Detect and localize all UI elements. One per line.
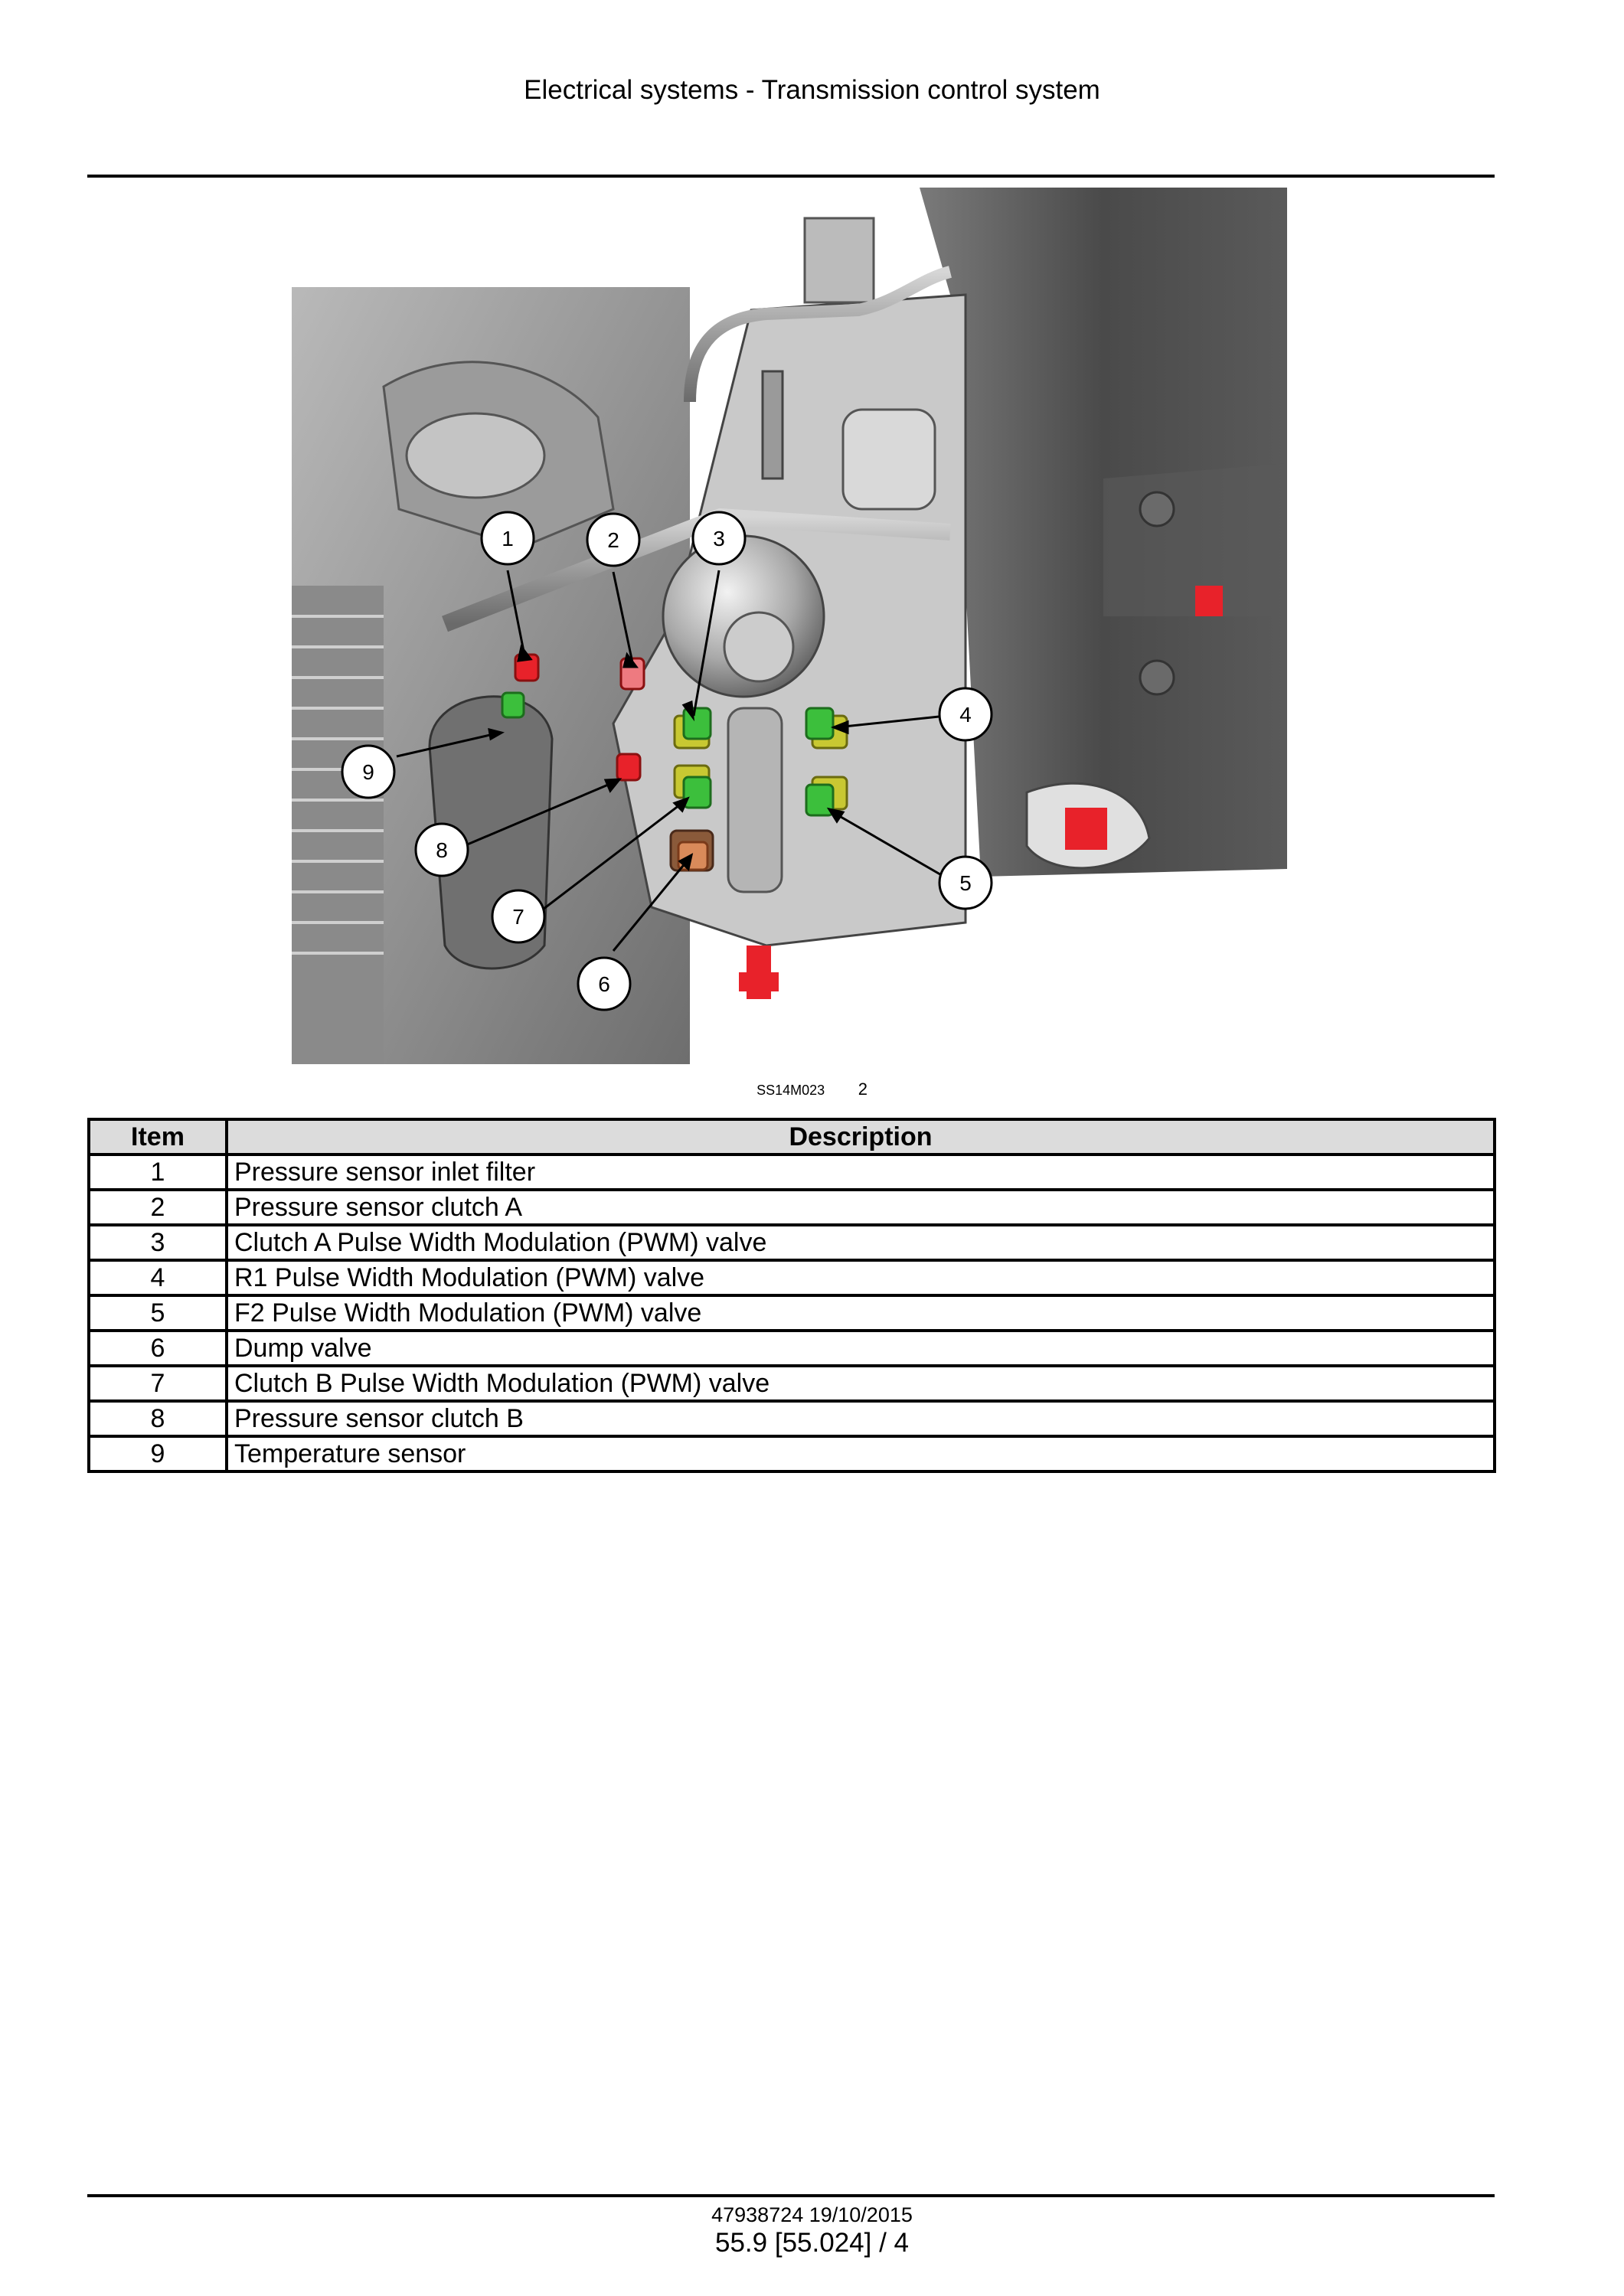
item-description: Temperature sensor — [227, 1436, 1495, 1471]
item-number: 9 — [89, 1436, 227, 1471]
description-column-header: Description — [227, 1119, 1495, 1155]
footer-document-info: 47938724 19/10/2015 — [711, 2203, 913, 2226]
table-row — [89, 1260, 1495, 1295]
item-description: Pressure sensor clutch B — [227, 1401, 1495, 1436]
figure-number: 2 — [858, 1079, 868, 1099]
item-number: 7 — [89, 1366, 227, 1401]
item-description-table — [87, 1118, 1496, 1473]
table-row — [89, 1436, 1495, 1471]
callout-7 — [492, 890, 544, 942]
callout-1 — [482, 512, 534, 564]
table-row — [89, 1225, 1495, 1260]
page-header-title: Electrical systems - Transmission control system — [524, 75, 1100, 105]
callout-5 — [939, 857, 992, 909]
item-description: Dump valve — [227, 1331, 1495, 1366]
item-description: Clutch B Pulse Width Modulation (PWM) valve — [227, 1366, 1495, 1401]
svg-text:3: 3 — [713, 527, 725, 550]
item-description: Clutch A Pulse Width Modulation (PWM) valve — [227, 1225, 1495, 1260]
figure-caption — [0, 1079, 1624, 1099]
header-rule — [87, 175, 1495, 178]
svg-text:8: 8 — [436, 838, 448, 862]
item-number: 4 — [89, 1260, 227, 1295]
item-description: Pressure sensor clutch A — [227, 1190, 1495, 1225]
item-number: 1 — [89, 1155, 227, 1190]
transmission-control-figure — [292, 188, 1287, 1064]
svg-text:6: 6 — [598, 972, 610, 996]
item-description: Pressure sensor inlet filter — [227, 1155, 1495, 1190]
table-row — [89, 1155, 1495, 1190]
figure-reference-code: SS14M023 — [756, 1083, 825, 1098]
footer-rule — [87, 2194, 1495, 2197]
svg-text:1: 1 — [502, 527, 514, 550]
svg-text:4: 4 — [959, 703, 972, 727]
table-header-row — [89, 1119, 1495, 1155]
callout-9 — [342, 746, 394, 798]
table-row — [89, 1331, 1495, 1366]
callout-8 — [416, 824, 468, 876]
callout-6 — [578, 958, 630, 1010]
svg-text:2: 2 — [607, 528, 619, 552]
table-row — [89, 1295, 1495, 1331]
item-number: 6 — [89, 1331, 227, 1366]
item-description: F2 Pulse Width Modulation (PWM) valve — [227, 1295, 1495, 1331]
item-description: R1 Pulse Width Modulation (PWM) valve — [227, 1260, 1495, 1295]
callout-3 — [693, 512, 745, 564]
table-row — [89, 1401, 1495, 1436]
svg-text:5: 5 — [959, 871, 972, 895]
svg-text:7: 7 — [512, 905, 524, 929]
table-row — [89, 1366, 1495, 1401]
item-number: 3 — [89, 1225, 227, 1260]
item-number: 8 — [89, 1401, 227, 1436]
callout-4 — [939, 688, 992, 740]
item-number: 5 — [89, 1295, 227, 1331]
component-illustration — [292, 188, 1287, 1064]
callout-2 — [587, 514, 639, 566]
item-column-header: Item — [89, 1119, 227, 1155]
svg-text:9: 9 — [362, 760, 374, 784]
footer-page-number: 55.9 [55.024] / 4 — [715, 2228, 909, 2258]
table-row — [89, 1190, 1495, 1225]
item-number: 2 — [89, 1190, 227, 1225]
